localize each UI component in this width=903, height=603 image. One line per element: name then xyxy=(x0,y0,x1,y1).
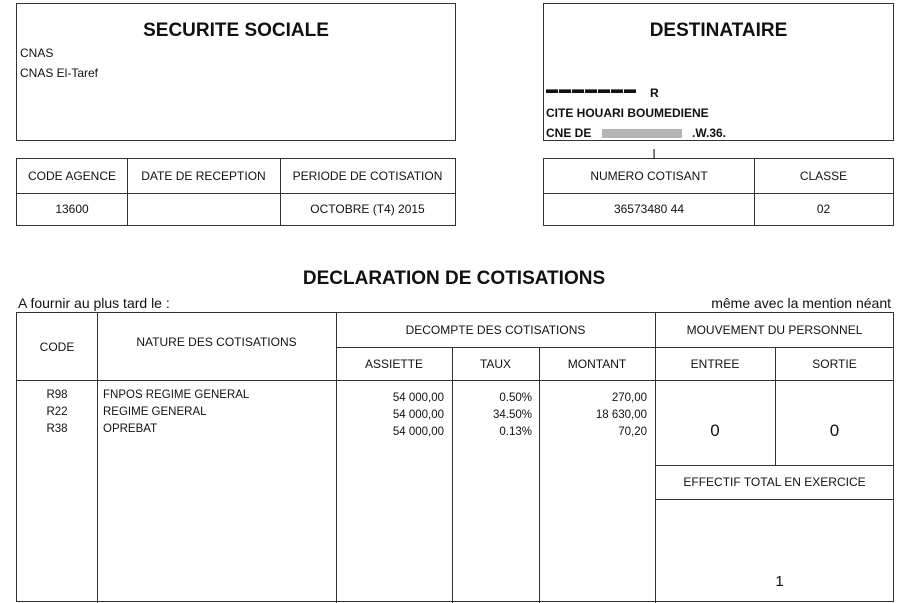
row-montant: 18 630,00 xyxy=(595,409,647,421)
header-mouvement: MOUVEMENT DU PERSONNEL xyxy=(686,323,863,337)
cotisant-value-numero: 36573480 44 xyxy=(613,202,685,216)
header-decompte: DECOMPTE DES COTISATIONS xyxy=(405,323,586,337)
entree-value: 0 xyxy=(710,421,720,440)
agency-header-date: DATE DE RECEPTION xyxy=(141,169,266,183)
row-assiette: 54 000,00 xyxy=(392,426,444,438)
dest-address1: CITE HOUARI BOUMEDIENE xyxy=(546,106,709,120)
secu-box xyxy=(16,3,456,141)
sortie-value: 0 xyxy=(829,421,840,440)
agency-value-periode: OCTOBRE (T4) 2015 xyxy=(310,202,425,216)
main-table xyxy=(16,312,894,602)
declaration-left-note: A fournir au plus tard le : xyxy=(18,295,170,311)
row-assiette: 54 000,00 xyxy=(392,392,444,404)
secu-line2: CNAS El-Taref xyxy=(20,66,99,80)
text-cursor-icon: I xyxy=(652,146,657,163)
dest-address2-end: .W.36. xyxy=(692,126,727,140)
effectif-value: 1 xyxy=(775,572,784,590)
dest-address2-start: CNE DE xyxy=(546,126,592,140)
row-code: R22 xyxy=(46,406,68,418)
dest-title: DESTINATAIRE xyxy=(649,20,788,41)
dest-address2-redacted xyxy=(602,129,682,138)
row-taux: 34.50% xyxy=(492,409,532,421)
declaration-title: DECLARATION DE COTISATIONS xyxy=(302,268,606,289)
row-nature: REGIME GENERAL xyxy=(103,406,207,418)
row-taux: 0.13% xyxy=(499,426,532,438)
row-code: R98 xyxy=(46,389,68,401)
cotisant-value-classe: 02 xyxy=(816,202,831,216)
secu-line1: CNAS xyxy=(20,46,54,60)
agency-value-code: 13600 xyxy=(55,202,89,216)
row-code: R38 xyxy=(46,423,68,435)
cotisant-table xyxy=(543,158,894,226)
header-nature: NATURE DES COTISATIONS xyxy=(136,334,297,349)
header-montant: MONTANT xyxy=(567,356,627,371)
dest-box xyxy=(543,3,894,141)
header-assiette: ASSIETTE xyxy=(364,356,423,371)
agency-header-code: CODE AGENCE xyxy=(27,169,117,183)
header-taux: TAUX xyxy=(479,356,512,371)
agency-header-periode: PERIODE DE COTISATION xyxy=(292,169,443,183)
row-nature: OPREBAT xyxy=(103,423,158,435)
agency-value-date xyxy=(127,193,280,225)
header-code: CODE xyxy=(39,339,75,354)
dest-name-redacted: ▬▬▬▬▬▬▬ xyxy=(546,88,637,96)
row-taux: 0.50% xyxy=(499,392,532,404)
row-assiette: 54 000,00 xyxy=(392,409,444,421)
cotisant-header-classe: CLASSE xyxy=(799,169,848,183)
agency-table xyxy=(16,158,456,226)
header-sortie: SORTIE xyxy=(812,356,857,371)
cotisant-header-numero: NUMERO COTISANT xyxy=(590,169,708,183)
secu-title: SECURITE SOCIALE xyxy=(143,20,329,41)
row-nature: FNPOS REGIME GENERAL xyxy=(103,389,250,401)
dest-name-partial: R xyxy=(650,86,659,100)
declaration-right-note: même avec la mention néant xyxy=(711,295,891,311)
header-entree: ENTREE xyxy=(690,356,740,371)
row-montant: 70,20 xyxy=(618,426,647,438)
row-montant: 270,00 xyxy=(611,392,647,404)
header-effectif: EFFECTIF TOTAL EN EXERCICE xyxy=(683,475,866,489)
